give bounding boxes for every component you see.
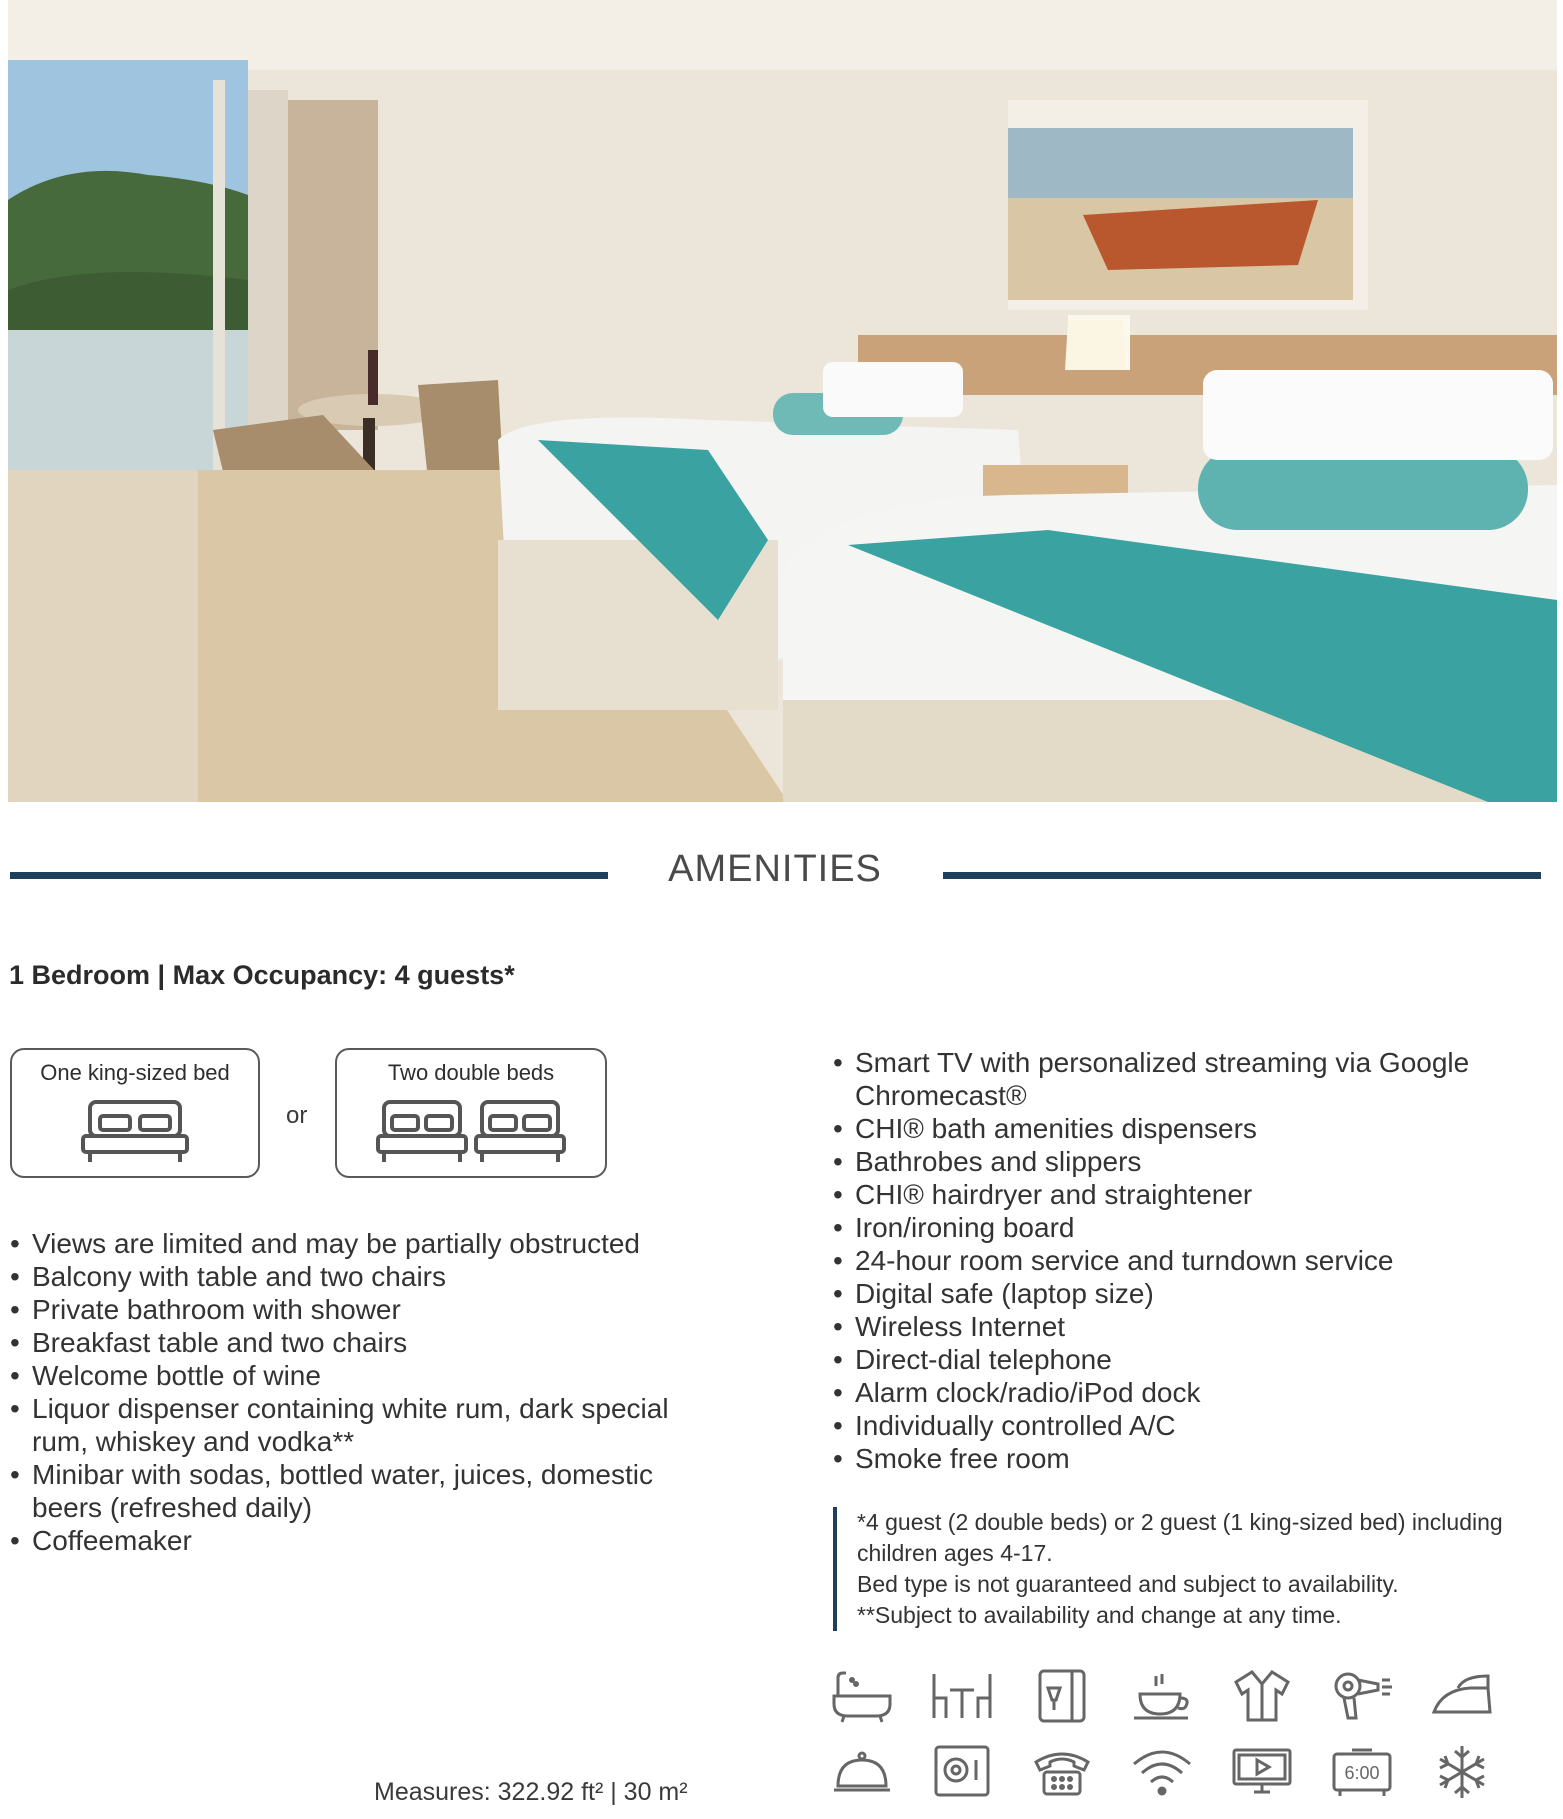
amenities-list-right (833, 1046, 1533, 1475)
list-item: • Breakfast table and two chairs (10, 1326, 710, 1359)
list-item: • Minibar with sodas, bottled water, juices, domestic beers (refreshed daily) (10, 1458, 710, 1524)
list-item: • Alarm clock/radio/iPod dock (833, 1376, 1533, 1409)
room-photo (8, 0, 1557, 802)
footnote-occupancy: *4 guest (2 double beds) or 2 guest (1 king-sized bed) including children ages 4-17. (857, 1509, 1503, 1566)
tv-icon (1230, 1744, 1294, 1800)
list-item: • Views are limited and may be partially obstructed (10, 1227, 710, 1260)
telephone-icon (1030, 1744, 1094, 1800)
list-item: • CHI® hairdryer and straightener (833, 1178, 1533, 1211)
king-bed-option (10, 1048, 260, 1178)
footnote-bed-type: Bed type is not guaranteed and subject to availability. (857, 1571, 1399, 1597)
list-item: • 24-hour room service and turndown service (833, 1244, 1533, 1277)
double-beds-icon (376, 1096, 566, 1166)
snowflake-icon (1430, 1744, 1494, 1800)
list-item: • Direct-dial telephone (833, 1343, 1533, 1376)
list-item: • Digital safe (laptop size) (833, 1277, 1533, 1310)
table-chairs-icon (930, 1668, 994, 1724)
page-title: AMENITIES (668, 848, 882, 890)
alarm-clock-icon (1330, 1744, 1394, 1800)
coffee-cup-icon (1130, 1668, 1194, 1724)
clock-display: 6:00 (1344, 1763, 1380, 1783)
king-bed-icon (80, 1096, 190, 1166)
list-item: • Welcome bottle of wine (10, 1359, 710, 1392)
room-measures: Measures: 322.92 ft² | 30 m² (374, 1778, 688, 1806)
list-item: • Smart TV with personalized streaming via Google Chromecast® (833, 1046, 1533, 1112)
double-beds-option (335, 1048, 607, 1178)
list-item: • Balcony with table and two chairs (10, 1260, 710, 1293)
list-item: • Smoke free room (833, 1442, 1533, 1475)
list-item: • Coffeemaker (10, 1524, 710, 1557)
footnotes (833, 1507, 1557, 1631)
room-service-icon (830, 1744, 894, 1800)
king-bed-label: One king-sized bed (40, 1060, 230, 1085)
iron-icon (1430, 1668, 1494, 1724)
title-rule-right (943, 872, 1541, 879)
bathtub-icon (830, 1668, 894, 1724)
list-item: • Wireless Internet (833, 1310, 1533, 1343)
occupancy-summary: 1 Bedroom | Max Occupancy: 4 guests* (9, 960, 515, 990)
minibar-icon (1030, 1668, 1094, 1724)
wifi-icon (1130, 1744, 1194, 1800)
hairdryer-icon (1330, 1668, 1394, 1724)
list-item: • Individually controlled A/C (833, 1409, 1533, 1442)
amenities-list-left (10, 1227, 710, 1557)
double-beds-label: Two double beds (387, 1060, 555, 1085)
list-item: • Liquor dispenser containing white rum, dark special rum, whiskey and vodka** (10, 1392, 710, 1458)
safe-icon (930, 1744, 994, 1800)
list-item: • Bathrobes and slippers (833, 1145, 1533, 1178)
footnote-availability: **Subject to availability and change at any time. (857, 1602, 1342, 1628)
list-item: • Private bathroom with shower (10, 1293, 710, 1326)
list-item: • CHI® bath amenities dispensers (833, 1112, 1533, 1145)
bathrobe-icon (1230, 1668, 1294, 1724)
title-rule-left (10, 872, 608, 879)
bed-or-label: or (286, 1102, 308, 1129)
amenities-header (0, 848, 1563, 898)
list-item: • Iron/ironing board (833, 1211, 1533, 1244)
